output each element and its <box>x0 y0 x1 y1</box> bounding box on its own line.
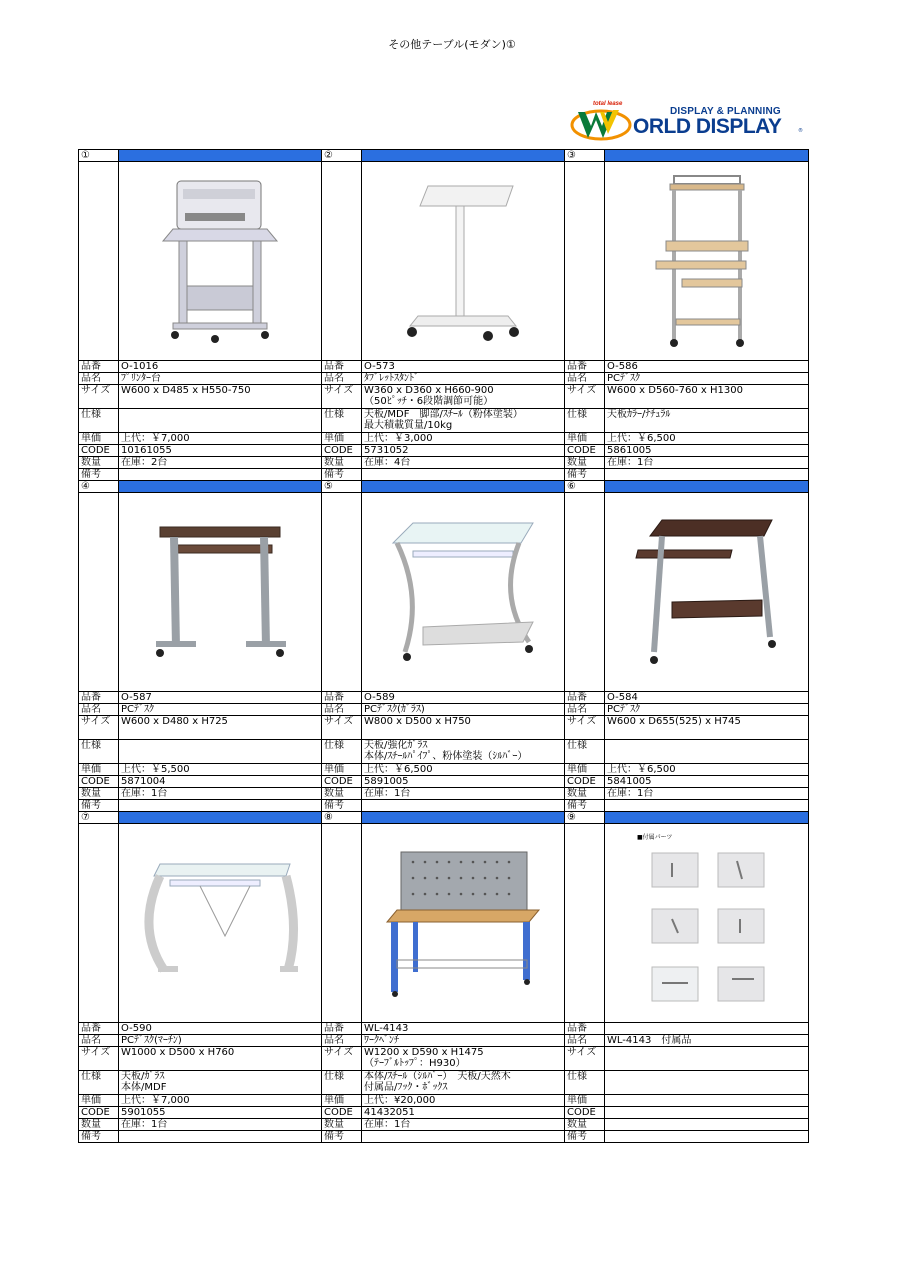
value-name: PCﾃﾞｽｸ <box>119 704 322 716</box>
value-name: PCﾃﾞｽｸ(ﾏｰﾁﾝ) <box>119 1035 322 1047</box>
item-header-bar <box>119 812 322 824</box>
label-size: サイズ <box>79 716 119 740</box>
label-price: 単価 <box>79 433 119 445</box>
label-qty: 数量 <box>565 788 605 800</box>
spec-line: 本体/ｽﾁｰﾙﾊﾟｲﾌﾟ、粉体塗装（ｼﾙﾊﾞｰ） <box>364 751 528 762</box>
value-note <box>119 1131 322 1143</box>
value-note <box>362 800 565 812</box>
value-qty: 在庫：1台 <box>605 457 809 469</box>
value-size <box>605 1047 809 1071</box>
label-size: サイズ <box>322 716 362 740</box>
size-line: （ﾃｰﾌﾞﾙﾄｯﾌﾟ：H930） <box>364 1058 466 1069</box>
label-item_no: 品番 <box>79 361 119 373</box>
value-item_no <box>605 1023 809 1035</box>
label-name: 品名 <box>322 1035 362 1047</box>
value-size <box>119 385 322 409</box>
item-number-cell: ③ <box>565 150 605 162</box>
product-image-cell <box>605 824 809 1023</box>
item-header-bar <box>605 150 809 162</box>
spec-line: 天板/強化ｶﾞﾗｽ <box>364 740 428 751</box>
logo-tagline: DISPLAY & PLANNING <box>670 106 781 117</box>
value-item_no: O-584 <box>605 692 809 704</box>
product-image-cell <box>119 162 322 361</box>
label-price: 単価 <box>322 1095 362 1107</box>
value-note <box>119 800 322 812</box>
page-title: その他テーブル(モダン)① <box>388 38 516 51</box>
label-qty: 数量 <box>322 457 362 469</box>
label-name: 品名 <box>79 1035 119 1047</box>
product-image-cell <box>605 162 809 361</box>
value-name: ﾀﾌﾞﾚｯﾄｽﾀﾝﾄﾞ <box>362 373 565 385</box>
item-number-cell: ① <box>79 150 119 162</box>
value-code: 5861005 <box>605 445 809 457</box>
value-name: PCﾃﾞｽｸ <box>605 373 809 385</box>
item-header-bar <box>605 481 809 493</box>
glass-pc-desk-icon <box>364 493 562 691</box>
value-item_no: O-573 <box>362 361 565 373</box>
label-spec: 仕様 <box>565 740 605 764</box>
label-spec: 仕様 <box>322 1071 362 1095</box>
label-note: 備考 <box>322 469 362 481</box>
value-item_no: O-590 <box>119 1023 322 1035</box>
label-spec: 仕様 <box>565 409 605 433</box>
value-qty: 在庫：4台 <box>362 457 565 469</box>
value-code: 5841005 <box>605 776 809 788</box>
spec-line: 付属品/ﾌｯｸ・ﾎﾞｯｸｽ <box>364 1082 448 1093</box>
value-spec <box>605 409 809 433</box>
label-size: サイズ <box>565 716 605 740</box>
value-qty: 在庫：1台 <box>362 1119 565 1131</box>
w-logo-icon <box>570 104 632 142</box>
value-item_no: O-586 <box>605 361 809 373</box>
image-side-cell <box>79 493 119 692</box>
label-name: 品名 <box>79 704 119 716</box>
value-size <box>119 716 322 740</box>
label-code: CODE <box>79 445 119 457</box>
label-note: 備考 <box>565 800 605 812</box>
label-code: CODE <box>322 1107 362 1119</box>
label-spec: 仕様 <box>79 409 119 433</box>
spec-line: 本体/ｽﾁｰﾙ（ｼﾙﾊﾞｰ） 天板/天然木 <box>364 1071 511 1082</box>
value-note <box>605 469 809 481</box>
size-line: W600 x D485 x H550-750 <box>121 385 251 396</box>
pc-desk-icon <box>121 493 319 691</box>
value-spec <box>119 740 322 764</box>
item-header-bar <box>362 481 565 493</box>
spec-line: 最大積載質量/10kg <box>364 420 453 431</box>
value-spec <box>362 409 565 433</box>
spec-line: 天板/ｶﾞﾗｽ <box>121 1071 165 1082</box>
item-number-cell: ⑧ <box>322 812 362 824</box>
label-price: 単価 <box>79 1095 119 1107</box>
label-price: 単価 <box>565 1095 605 1107</box>
value-qty: 在庫：1台 <box>605 788 809 800</box>
item-number-cell: ⑥ <box>565 481 605 493</box>
value-note <box>119 469 322 481</box>
workbench-icon <box>364 824 562 1022</box>
item-number-cell: ④ <box>79 481 119 493</box>
spec-line: 天板/MDF 脚部/ｽﾁｰﾙ（粉体塗装） <box>364 409 523 420</box>
value-name: ﾜｰｸﾍﾞﾝﾁ <box>362 1035 565 1047</box>
value-price: 上代：￥3,000 <box>362 433 565 445</box>
value-item_no: O-1016 <box>119 361 322 373</box>
value-name: WL-4143 付属品 <box>605 1035 809 1047</box>
label-name: 品名 <box>322 704 362 716</box>
image-side-cell <box>322 493 362 692</box>
product-image-cell <box>605 493 809 692</box>
size-line: W600 x D655(525) x H745 <box>607 716 741 727</box>
value-code: 5731052 <box>362 445 565 457</box>
label-code: CODE <box>322 445 362 457</box>
item-header-bar <box>119 150 322 162</box>
pc-desk-tall-icon <box>607 162 806 360</box>
label-qty: 数量 <box>565 457 605 469</box>
value-name: PCﾃﾞｽｸ <box>605 704 809 716</box>
item-header-bar <box>362 150 565 162</box>
size-line: （50ﾋﾟｯﾁ・6段階調節可能） <box>364 396 494 407</box>
label-qty: 数量 <box>322 1119 362 1131</box>
size-line: W600 x D560-760 x H1300 <box>607 385 743 396</box>
label-price: 単価 <box>322 764 362 776</box>
product-image-cell <box>362 162 565 361</box>
value-price: 上代：¥20,000 <box>362 1095 565 1107</box>
size-line: W800 x D500 x H750 <box>364 716 471 727</box>
value-spec <box>605 740 809 764</box>
accessory-parts-icon <box>607 824 806 1022</box>
value-size <box>605 385 809 409</box>
value-size <box>605 716 809 740</box>
value-price: 上代：￥6,500 <box>605 764 809 776</box>
value-code: 5871004 <box>119 776 322 788</box>
label-name: 品名 <box>79 373 119 385</box>
value-qty: 在庫：1台 <box>362 788 565 800</box>
label-note: 備考 <box>565 469 605 481</box>
label-name: 品名 <box>565 373 605 385</box>
value-size <box>119 1047 322 1071</box>
label-note: 備考 <box>79 469 119 481</box>
value-spec <box>362 1071 565 1095</box>
value-item_no: WL-4143 <box>362 1023 565 1035</box>
label-name: 品名 <box>565 704 605 716</box>
pc-desk-dark-icon <box>607 493 806 691</box>
label-qty: 数量 <box>79 1119 119 1131</box>
label-item_no: 品番 <box>322 361 362 373</box>
glass-desk-martin-icon <box>121 824 319 1022</box>
label-spec: 仕様 <box>565 1071 605 1095</box>
image-side-cell <box>79 824 119 1023</box>
label-price: 単価 <box>79 764 119 776</box>
value-code: 41432051 <box>362 1107 565 1119</box>
label-size: サイズ <box>79 1047 119 1071</box>
label-note: 備考 <box>565 1131 605 1143</box>
company-logo <box>570 101 810 142</box>
item-header-bar <box>605 812 809 824</box>
image-side-cell <box>79 162 119 361</box>
label-item_no: 品番 <box>322 1023 362 1035</box>
label-name: 品名 <box>565 1035 605 1047</box>
label-spec: 仕様 <box>79 740 119 764</box>
value-note <box>362 1131 565 1143</box>
value-size <box>362 385 565 409</box>
value-price: 上代：￥6,500 <box>605 433 809 445</box>
label-item_no: 品番 <box>565 361 605 373</box>
spec-line: 本体/MDF <box>121 1082 167 1093</box>
label-note: 備考 <box>322 1131 362 1143</box>
tablet-stand-icon <box>364 162 562 360</box>
size-line: W360 x D360 x H660-900 <box>364 385 494 396</box>
image-side-cell <box>322 162 362 361</box>
value-price <box>605 1095 809 1107</box>
size-line: W1200 x D590 x H1475 <box>364 1047 484 1058</box>
value-name: PCﾃﾞｽｸ(ｶﾞﾗｽ) <box>362 704 565 716</box>
value-price: 上代：￥6,500 <box>362 764 565 776</box>
value-spec <box>119 409 322 433</box>
logo-small-text: total lease <box>593 101 623 107</box>
label-code: CODE <box>79 1107 119 1119</box>
value-code: 10161055 <box>119 445 322 457</box>
value-note <box>362 469 565 481</box>
value-size <box>362 1047 565 1071</box>
item-number-cell: ② <box>322 150 362 162</box>
label-name: 品名 <box>322 373 362 385</box>
logo-registered: ® <box>798 128 803 134</box>
label-item_no: 品番 <box>565 692 605 704</box>
logo-wordmark: ORLD DISPLAY <box>633 115 782 138</box>
value-qty <box>605 1119 809 1131</box>
value-spec <box>362 740 565 764</box>
value-price: 上代：￥7,000 <box>119 1095 322 1107</box>
label-size: サイズ <box>79 385 119 409</box>
value-qty: 在庫：2台 <box>119 457 322 469</box>
value-note <box>605 1131 809 1143</box>
label-code: CODE <box>565 1107 605 1119</box>
value-qty: 在庫：1台 <box>119 788 322 800</box>
label-code: CODE <box>79 776 119 788</box>
item-header-bar <box>362 812 565 824</box>
value-code: 5891005 <box>362 776 565 788</box>
item-number-cell: ⑨ <box>565 812 605 824</box>
label-item_no: 品番 <box>79 692 119 704</box>
value-spec <box>605 1071 809 1095</box>
image-side-cell <box>565 493 605 692</box>
label-spec: 仕様 <box>322 740 362 764</box>
label-item_no: 品番 <box>79 1023 119 1035</box>
label-code: CODE <box>322 776 362 788</box>
value-price: 上代：￥5,500 <box>119 764 322 776</box>
label-spec: 仕様 <box>79 1071 119 1095</box>
label-qty: 数量 <box>322 788 362 800</box>
product-table <box>78 149 809 1143</box>
label-price: 単価 <box>565 764 605 776</box>
label-size: サイズ <box>565 385 605 409</box>
value-price: 上代：￥7,000 <box>119 433 322 445</box>
value-code <box>605 1107 809 1119</box>
label-qty: 数量 <box>79 788 119 800</box>
value-item_no: O-589 <box>362 692 565 704</box>
value-name: ﾌﾟﾘﾝﾀｰ台 <box>119 373 322 385</box>
item-header-bar <box>119 481 322 493</box>
label-item_no: 品番 <box>565 1023 605 1035</box>
spec-line: 天板ｶﾗｰ/ﾅﾁｭﾗﾙ <box>607 409 671 420</box>
value-size <box>362 716 565 740</box>
value-qty: 在庫：1台 <box>119 1119 322 1131</box>
label-spec: 仕様 <box>322 409 362 433</box>
item-number-cell: ⑦ <box>79 812 119 824</box>
value-spec <box>119 1071 322 1095</box>
label-item_no: 品番 <box>322 692 362 704</box>
label-size: サイズ <box>565 1047 605 1071</box>
image-side-cell <box>565 162 605 361</box>
label-note: 備考 <box>322 800 362 812</box>
label-qty: 数量 <box>79 457 119 469</box>
product-image-cell <box>362 493 565 692</box>
image-side-cell <box>565 824 605 1023</box>
label-size: サイズ <box>322 385 362 409</box>
image-side-cell <box>322 824 362 1023</box>
product-image-cell <box>119 824 322 1023</box>
product-image-cell <box>119 493 322 692</box>
value-code: 5901055 <box>119 1107 322 1119</box>
label-code: CODE <box>565 776 605 788</box>
item-number-cell: ⑤ <box>322 481 362 493</box>
size-line: W1000 x D500 x H760 <box>121 1047 235 1058</box>
label-note: 備考 <box>79 800 119 812</box>
label-price: 単価 <box>565 433 605 445</box>
size-line: W600 x D480 x H725 <box>121 716 228 727</box>
value-note <box>605 800 809 812</box>
printer-stand-icon <box>121 162 319 360</box>
label-size: サイズ <box>322 1047 362 1071</box>
label-qty: 数量 <box>565 1119 605 1131</box>
label-code: CODE <box>565 445 605 457</box>
label-price: 単価 <box>322 433 362 445</box>
value-item_no: O-587 <box>119 692 322 704</box>
image-caption: ■付属パーツ <box>637 834 673 841</box>
product-image-cell <box>362 824 565 1023</box>
label-note: 備考 <box>79 1131 119 1143</box>
